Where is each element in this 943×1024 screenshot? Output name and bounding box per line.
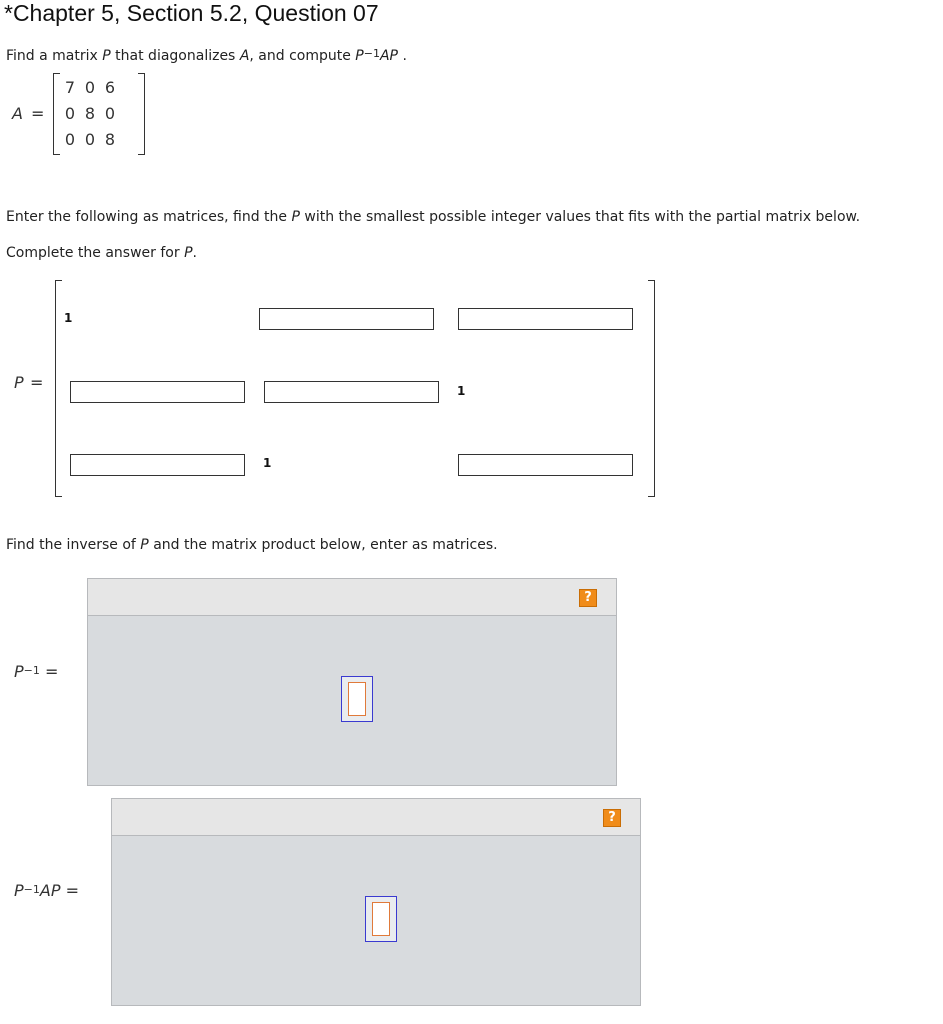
instructions-p-2: P — [184, 245, 193, 261]
product-label-equals: = — [65, 881, 79, 900]
instructions-text-3: Complete the answer for — [6, 245, 180, 261]
matrix-p-given-r2c3: 1 — [457, 384, 466, 398]
matrix-p-given-r3c2: 1 — [263, 456, 272, 470]
matrix-a-equals: = — [31, 104, 45, 123]
inverse-prompt-p: P — [140, 537, 149, 553]
matrix-p-input-r2c2[interactable] — [264, 381, 439, 403]
inverse-prompt-text-2: and the matrix product below, enter as matrices. — [153, 537, 498, 553]
inverse-label-equals: = — [44, 662, 59, 681]
prompt-a: A — [239, 48, 250, 64]
instructions-p: P — [291, 209, 300, 225]
matrix-p-input-r1c3[interactable] — [458, 308, 633, 330]
matrix-p-right-bracket — [648, 280, 655, 497]
matrix-entry-slot[interactable] — [372, 902, 390, 936]
matrix-p-label: P — [14, 373, 24, 392]
product-label-p: P — [14, 881, 24, 900]
matrix-a-cell: 0 — [104, 103, 116, 123]
prompt-p2: P — [355, 48, 364, 64]
inverse-label-p: P — [14, 662, 24, 681]
product-label-sup: −1 — [23, 883, 40, 896]
help-icon[interactable]: ? — [603, 809, 621, 827]
editor-toolbar — [112, 799, 640, 836]
instructions-text-2: with the smallest possible integer values that fits with the partial matrix below. — [304, 209, 861, 225]
matrix-a-cell: 6 — [104, 77, 116, 97]
instructions-line-2 — [6, 245, 197, 261]
instructions-end: . — [192, 245, 197, 261]
prompt-text: Find a matrix — [6, 48, 98, 64]
matrix-p-input-r1c2[interactable] — [259, 308, 434, 330]
product-label — [14, 881, 79, 900]
question-prompt — [6, 48, 407, 64]
prompt-end: . — [402, 48, 407, 64]
matrix-p-input-r2c1[interactable] — [70, 381, 245, 403]
matrix-p-input-r3c1[interactable] — [70, 454, 245, 476]
matrix-a-cell: 0 — [84, 129, 96, 149]
matrix-p-equals: = — [30, 373, 44, 392]
matrix-a-left-bracket — [53, 73, 60, 155]
matrix-a-cell: 8 — [104, 129, 116, 149]
prompt-text-3: , and compute — [249, 48, 351, 64]
matrix-p-left-bracket — [55, 280, 62, 497]
inverse-prompt — [6, 537, 498, 553]
matrix-a-label: A — [12, 104, 23, 123]
matrix-editor-inverse — [87, 578, 617, 786]
inverse-label — [14, 662, 58, 681]
matrix-entry-box[interactable] — [365, 896, 397, 942]
matrix-editor-product — [111, 798, 641, 1006]
matrix-p-given-r1c1: 1 — [64, 311, 73, 325]
editor-toolbar — [88, 579, 616, 616]
matrix-a-cell: 0 — [64, 103, 76, 123]
product-label-ap: AP — [39, 881, 61, 900]
inverse-label-sup: −1 — [23, 664, 40, 677]
prompt-text-2: that diagonalizes — [115, 48, 236, 64]
matrix-a-cell: 0 — [64, 129, 76, 149]
matrix-a-body — [60, 74, 140, 152]
inverse-prompt-text: Find the inverse of — [6, 537, 136, 553]
prompt-p: P — [102, 48, 111, 64]
instructions-line-1 — [6, 209, 860, 225]
matrix-entry-slot[interactable] — [348, 682, 366, 716]
prompt-sup: −1 — [363, 47, 380, 60]
matrix-a-cell: 8 — [84, 103, 96, 123]
prompt-ap: AP — [379, 48, 398, 64]
matrix-p-input-r3c3[interactable] — [458, 454, 633, 476]
help-icon[interactable]: ? — [579, 589, 597, 607]
instructions-text: Enter the following as matrices, find the — [6, 209, 288, 225]
matrix-a-cell: 7 — [64, 77, 76, 97]
matrix-entry-box[interactable] — [341, 676, 373, 722]
matrix-a-cell: 0 — [84, 77, 96, 97]
page-title: *Chapter 5, Section 5.2, Question 07 — [4, 0, 379, 26]
